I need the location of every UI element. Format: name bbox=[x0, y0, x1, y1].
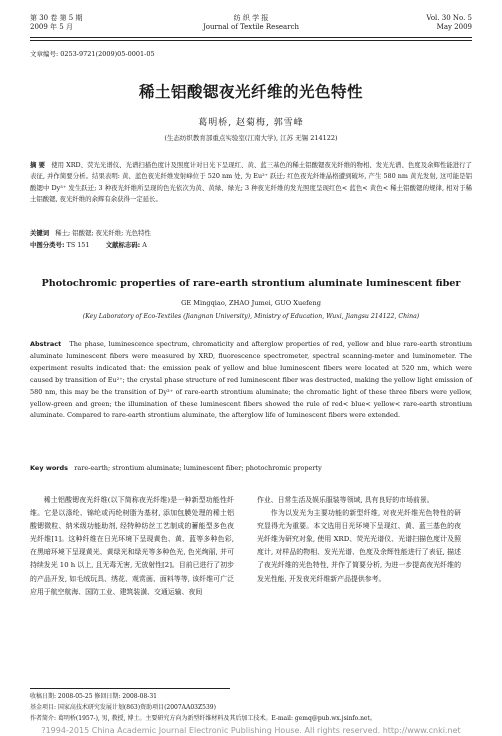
abstract-label-cn: 摘 要 bbox=[30, 161, 46, 169]
document-code-label: 文献标志码: bbox=[105, 241, 141, 249]
header-volume-info-en bbox=[426, 14, 472, 32]
body-paragraph: 作业、日常生活及娱乐服装等领域, 具有良好的市场前景。 bbox=[257, 496, 434, 504]
keywords-text-cn: 稀土; 铝酸锶; 夜光纤维; 光色特性 bbox=[55, 229, 151, 237]
abstract-chinese bbox=[30, 160, 472, 206]
header-volume-en: Vol. 30 No. 5 bbox=[426, 14, 472, 22]
abstract-label-en: Abstract bbox=[30, 340, 62, 348]
body-column-left bbox=[30, 494, 234, 599]
keywords-label-cn: 关键词 bbox=[30, 229, 50, 237]
header-rule-thin bbox=[30, 40, 472, 41]
authors-chinese: 葛明桥, 赵菊梅, 郭雪峰 bbox=[198, 118, 304, 128]
document-code-value: A bbox=[142, 241, 147, 249]
body-paragraph: 稀土铝酸锶夜光纤维(以下简称夜光纤维)是一种新型功能性纤维。它是以涤纶、锦纶或丙纶树脂为基材, 添加包膜处理的稀土铝酸锶微粒、纳米级功能助剂, 经特种纺丝工艺制成的蓄能型多色夜光纤维[1]。这种纤维在日光环境下呈现黄色、黄、蓝等多种色彩, 在黑暗环境下呈现黄光、黄绿光和绿光等多种色光, 色光绚丽, 并可持续发光 10 h 以上, 且无毒无害, 无放射性[2]。目前已进行了初步的产品开发, 如毛绒玩具、绣花、观赏画、面料等等, 该纤维可广泛应用于航空航海、国防工业、建筑装潢、交通运输、夜间 bbox=[30, 496, 234, 596]
copyright-watermark: ?1994-2015 China Academic Journal Electronic Publishing House. All rights reserved. http://www.cnki.net bbox=[41, 726, 461, 735]
title-english: Photochromic properties of rare-earth strontium aluminate luminescent fiber bbox=[41, 278, 461, 289]
body-paragraph: 作为以发光为主要功能的新型纤维, 对夜光纤维光色特性的研究显得尤为重要。本文选用日光环境下呈现红、黄、蓝三基色的夜光纤维为研究对象, 使用 XRD、荧光光谱仪、光谱扫描色度计及照度计, 对样品的物相、发光光谱、色度及余辉性能进行了表征, 描述了夜光纤维的光色特性, 并作了简要分析, 为进一步提高夜光纤维的发光性能, 开发夜光纤维新产品提供参考。 bbox=[257, 509, 461, 583]
header-rule-thick bbox=[30, 37, 472, 38]
classification-label: 中图分类号: bbox=[30, 241, 65, 249]
classification-line bbox=[30, 240, 472, 249]
abstract-text-en: The phase, luminescence spectrum, chromaticity and afterglow properties of red, yellow and blue rare-earth strontium aluminate luminescent fibers were measured by XRD, fluorescence spectrometer, spectral scanning-meter and luminometer. The experiment results indicated that: the emission peak of yellow and blue luminescent fibers were located at 520 nm, which were caused by transition of Eu²⁺; the crystal phase structure of red luminescent fiber was destructed, making the yellow light emission of 580 nm, this may be the transition of Dy³⁺ of rare-earth strontium aluminate; the chromatic light of these three fibers were yellow, yellow-green and green; the illumination of these luminescent fibers showed the rule of red< blue< yellow< rare-earth strontium aluminate. Compared to rare-earth strontium aluminate, the afterglow life of luminescent fibers were extended. bbox=[30, 340, 473, 420]
footnote-fund: 基金项目: 国家高技术研究发展计划(863)资助项目(2007AA03Z539) bbox=[30, 704, 216, 711]
keywords-text-en: rare-earth; strontium aluminate; luminescent fiber; photochromic property bbox=[74, 464, 322, 472]
footnote-received-date: 收稿日期: 2008-05-25 修回日期: 2008-08-31 bbox=[30, 693, 157, 700]
body-column-right bbox=[257, 494, 461, 586]
affiliation-chinese: (生态纺织教育部重点实验室(江南大学), 江苏 无锡 214122) bbox=[164, 134, 338, 142]
title-chinese: 稀土铝酸锶夜光纤维的光色特性 bbox=[138, 83, 363, 101]
footnote-author-bio: 作者简介: 葛明桥(1957-), 男, 教授, 博士。主要研究方向为新型纤维材料及其后加工技术。E-mail: gemq@pub.wx.jsinfo.net。 bbox=[30, 715, 376, 722]
keywords-english bbox=[30, 464, 472, 472]
authors-english: GE Mingqiao, ZHAO Jumei, GUO Xuefeng bbox=[181, 299, 321, 307]
header-journal-en: Journal of Textile Research bbox=[202, 23, 300, 31]
affiliation-english: (Key Laboratory of Eco-Textiles (Jiangnan University), Ministry of Education, Wuxi, Jiangsu 214122, China) bbox=[82, 313, 420, 320]
abstract-english bbox=[30, 339, 472, 422]
keywords-chinese bbox=[30, 228, 472, 237]
header-journal-name bbox=[30, 14, 472, 32]
classification-value: TS 151 bbox=[66, 241, 90, 249]
header-date: 2009 年 5 月 bbox=[30, 23, 73, 31]
running-header bbox=[30, 14, 472, 36]
keywords-label-en: Key words bbox=[30, 464, 69, 472]
footnote-rule bbox=[30, 688, 230, 689]
header-journal-cn: 纺 织 学 报 bbox=[233, 14, 269, 22]
article-number: 文章编号: 0253-9721(2009)05-0001-05 bbox=[30, 50, 155, 58]
header-date-en: May 2009 bbox=[436, 23, 472, 31]
abstract-text-cn: 使用 XRD、荧光光谱仪、光谱扫描色度计及照度计对日光下呈现红、黄、蓝三基色的稀土铝酸锶夜光纤维的物相、发光光谱、色度及余辉性能进行了表征, 并作简要分析。结果表明: 黄、蓝色夜光纤维发射峰位于 520 nm 处, 为 Eu²⁺ 跃迁; 红色夜光纤维晶格遭到破坏, 产生 580 nm 黄光发射, 这可能是铝酸锶中 Dy³⁺ 发生跃迁; 3 种夜光纤维所呈现的色光依次为黄、黄绿、绿光; 3 种夜光纤维的发光照度呈现红色< 蓝色< 黄色< 稀土铝酸锶的规律, 相对于稀土铝酸锶, 夜光纤维的余辉有余获得一定延长。 bbox=[30, 161, 472, 204]
header-volume: 第 30 卷 第 5 期 bbox=[30, 14, 83, 22]
